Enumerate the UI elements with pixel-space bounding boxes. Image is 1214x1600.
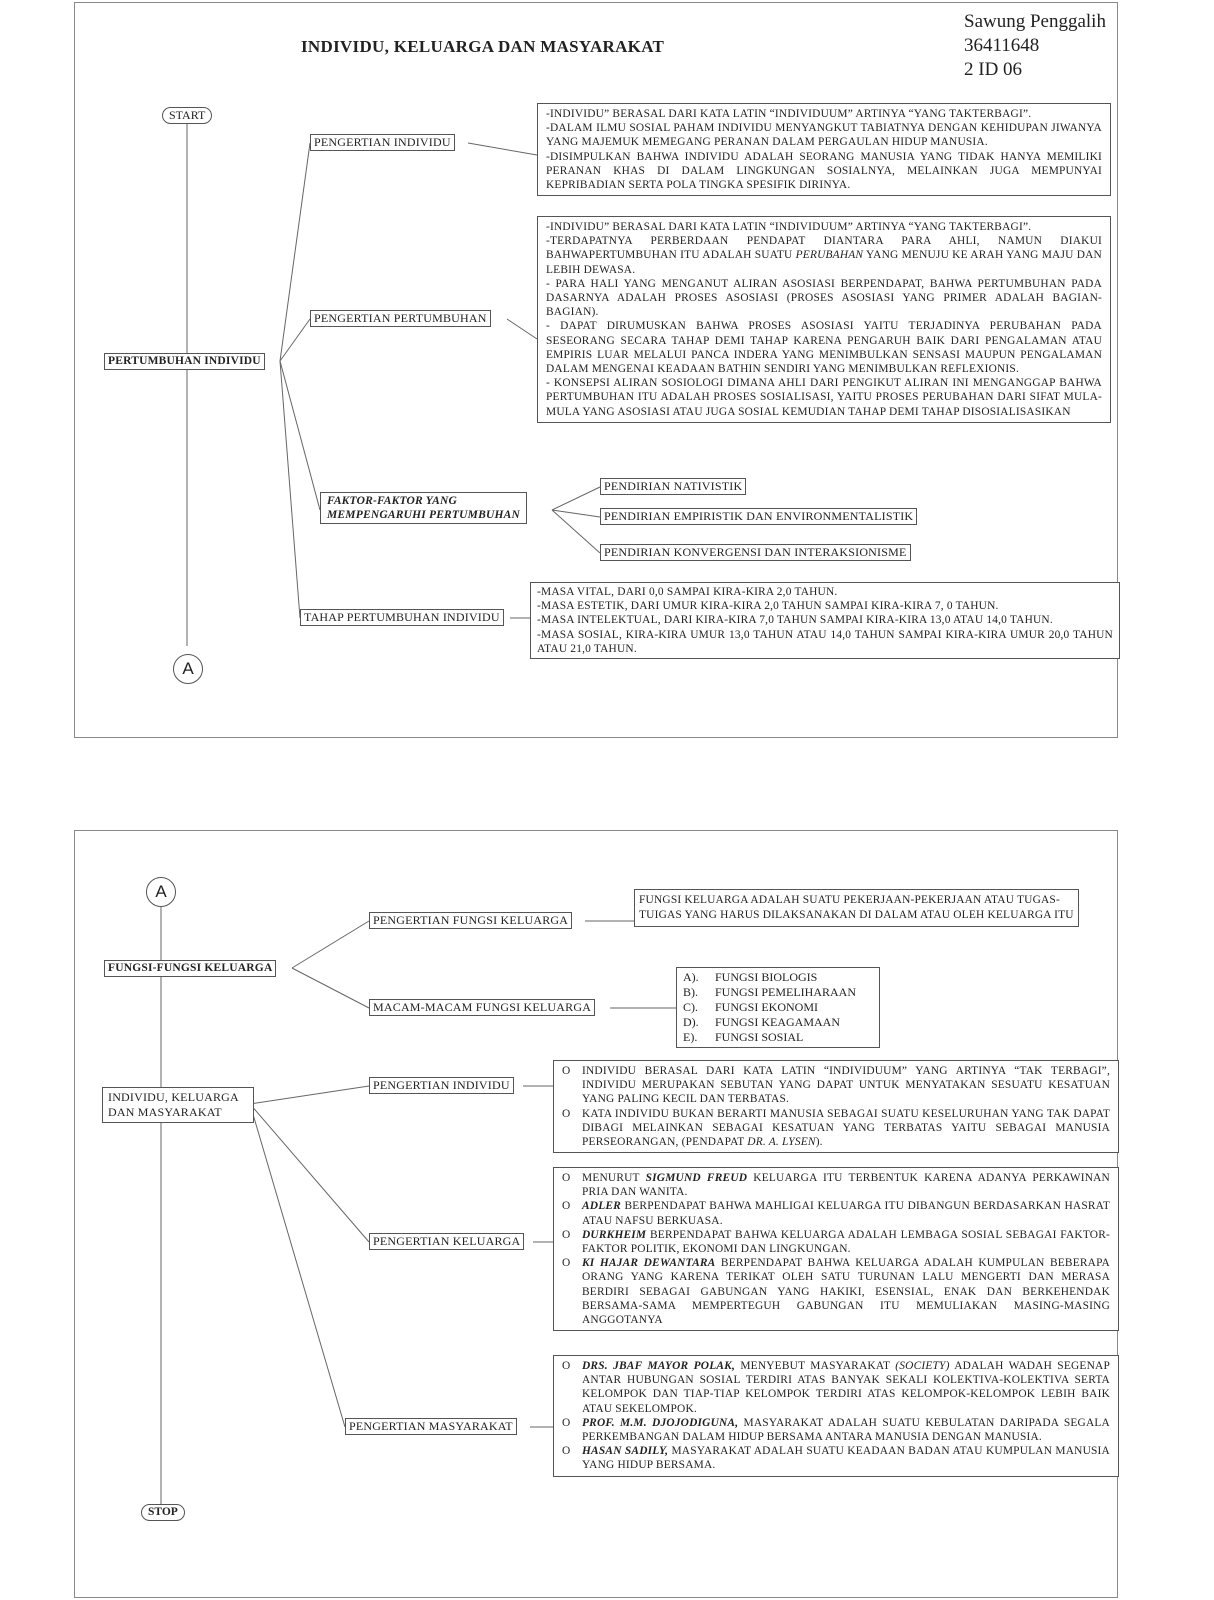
faktor-item-nativistik: PENDIRIAN NATIVISTIK	[600, 478, 746, 495]
branch-macam-fungsi-keluarga: MACAM-MACAM FUNGSI KELUARGA	[369, 999, 595, 1016]
branch-pengertian-pertumbuhan: PENGERTIAN PERTUMBUHAN	[310, 310, 491, 327]
text-line: -INDIVIDU” BERASAL DARI KATA LATIN “INDIVIDUUM” ARTINYA “YANG TAKTERBAGI”.	[546, 221, 1032, 233]
branch-pengertian-individu: PENGERTIAN INDIVIDU	[310, 134, 455, 151]
bullet-item: O INDIVIDU BERASAL DARI KATA LATIN “INDIVIDUUM” YANG ARTINYA “TAK TERBAGI”, INDIVIDU MERUPAKAN SEBUTAN YANG DAPAT UNTUK MENYATAKAN SESUATU KESATUAN YANG PALING KECIL DAN TERBATAS.	[562, 1065, 1110, 1106]
text-line: -MASA INTELEKTUAL, DARI KIRA-KIRA 7,0 TAHUN SAMPAI KIRA-KIRA 13,0 ATAU 14,0 TAHUN.	[537, 614, 1053, 627]
page-title: INDIVIDU, KELUARGA DAN MASYARAKAT	[301, 37, 665, 56]
branch-pengertian-individu-2: PENGERTIAN INDIVIDU	[369, 1077, 514, 1094]
bullet-item: O DURKHEIM BERPENDAPAT BAHWA KELUARGA ADALAH LEMBAGA SOSIAL SEBAGAI FAKTOR-FAKTOR POLITIK, EKONOMI DAN LINGKUNGAN.	[562, 1228, 1110, 1256]
text-line: -MASA ESTETIK, DARI UMUR KIRA-KIRA 2,0 TAHUN SAMPAI KIRA-KIRA 7, 0 TAHUN.	[537, 600, 999, 613]
text-line: - PARA HALI YANG MENGANUT ALIRAN ASOSIASI BERPENDAPAT, BAHWA PERTUMBUHAN PADA DASARNYA ADALAH PROSES ASOSIASI (PROSES ASOSIASI YANG PRIMER ADALAH BAGIAN-BAGIAN).	[546, 277, 1102, 319]
faktor-item-empiristik: PENDIRIAN EMPIRISTIK DAN ENVIRONMENTALISTIK	[600, 508, 917, 525]
list-macam-fungsi	[676, 967, 880, 1048]
list-item: B). FUNGSI PEMELIHARAAN	[683, 985, 857, 999]
connector-a-top: A	[146, 877, 176, 907]
box-pengertian-pertumbuhan	[537, 216, 1111, 423]
text-line: -INDIVIDU” BERASAL DARI KATA LATIN “INDIVIDUUM” ARTINYA “YANG TAKTERBAGI”.	[546, 108, 1032, 120]
root-fungsi-keluarga: FUNGSI-FUNGSI KELUARGA	[104, 960, 276, 977]
text-line: - KONSEPSI ALIRAN SOSIOLOGI DIMANA AHLI DARI PENGIKUT ALIRAN INI MENGANGGAP BAHWA PERTUMBUHAN ITU ADALAH PROSES SOSIALISASI, YAITU PROSES PERUBAHAN DARI SIFAT MULA-MULA YANG ASOSIASI ATAU JUGA SOSIAL KEMUDIAN TAHAP DEMI TAHAP DISOSIALISASIKAN	[546, 377, 1102, 418]
box-pengertian-masyarakat	[553, 1355, 1119, 1477]
faktor-item-konvergensi: PENDIRIAN KONVERGENSI DAN INTERAKSIONISME	[600, 544, 911, 561]
start-node: START	[162, 107, 212, 124]
text-line: -DALAM ILMU SOSIAL PAHAM INDIVIDU MENYANGKUT TABIATNYA DENGAN KEHIDUPAN JIWANYA YANG MAJEMUK MEMEGANG PERANAN DALAM PERGAULAN HIDUP MANUSIA.	[546, 122, 1102, 149]
root-pertumbuhan-individu: PERTUMBUHAN INDIVIDU	[104, 353, 265, 370]
stop-node: STOP	[141, 1504, 185, 1521]
box-pengertian-individu-2	[553, 1060, 1119, 1153]
text-line: - DAPAT DIRUMUSKAN BAHWA PROSES ASOSIASI YAITU TERJADINYA PERUBAHAN PADA SESEORANG SECARA TAHAP DEMI TAHAP KARENA PENGARUH BAIK DARI PENGALAMAN ATAU EMPIRIS LUAR MELALUI PANCA INDERA YANG MENIMBULKAN SENSASI MAUPUN PENGALAMAN DALAM MENGENAI KEADAAN BATHIN SENDIRI YANG MENIMBULKAN REFLEXIONIS.	[546, 320, 1102, 376]
bullet-item: O ADLER BERPENDAPAT BAHWA MAHLIGAI KELUARGA ITU DIBANGUN BERDASARKAN HASRAT ATAU NAFSU BERKUASA.	[562, 1200, 1110, 1227]
branch-faktor-pertumbuhan: FAKTOR-FAKTOR YANG MEMPENGARUHI PERTUMBUHAN	[320, 492, 527, 524]
list-item: A). FUNGSI BIOLOGIS	[683, 970, 818, 984]
box-pengertian-keluarga	[553, 1167, 1119, 1331]
root-individu-keluarga-masyarakat: INDIVIDU, KELUARGA DAN MASYARAKAT	[102, 1087, 254, 1123]
box-pengertian-fungsi-keluarga: FUNGSI KELUARGA ADALAH SUATU PEKERJAAN-PEKERJAAN ATAU TUGAS-TUIGAS YANG HARUS DILAKSANAKAN DI DALAM ATAU OLEH KELUARGA ITU	[634, 889, 1079, 927]
text-line: -DISIMPULKAN BAHWA INDIVIDU ADALAH SEORANG MANUSIA YANG TIDAK HANYA MEMILIKI PERANAN KHAS DI DALAM LINGKUNGAN SOSIALNYA, MELAINKAN JUGA MEMPUNYAI KEPRIBADIAN SERTA POLA TINGKA SPESIFIK DIRINYA.	[546, 150, 1102, 192]
bullet-item: O DRS. JBAF MAYOR POLAK, MENYEBUT MASYARAKAT (SOCIETY) ADALAH WADAH SEGENAP ANTAR HUBUNGAN SOSIAL TERDIRI ATAS BANYAK SEKALI KOLEKTIVA-KOLEKTIVA SERTA KELOMPOK DAN TIAP-TIAP KELOMPOK TERDIRI ATAS KELOMPOK-KELOMPOK LEBIH BAIK ATAU SEKELOMPOK.	[562, 1360, 1110, 1415]
author-name: Sawung Penggalih	[964, 11, 1106, 32]
text-line: -MASA SOSIAL, KIRA-KIRA UMUR 13,0 TAHUN ATAU 14,0 TAHUN SAMPAI KIRA-KIRA UMUR 20,0 TAHUN ATAU 21,0 TAHUN.	[537, 628, 1113, 655]
author-class: 2 ID 06	[964, 59, 1023, 80]
list-item: E). FUNGSI SOSIAL	[683, 1030, 804, 1044]
bullet-item: O KATA INDIVIDU BUKAN BERARTI MANUSIA SEBAGAI SUATU KESELURUHAN YANG TAK DAPAT DIBAGI MELAINKAN SEBAGAI KESATUAN YANG TERBATAS YAITU SEBAGAI MANUSIA PERSEORANGAN, (PENDAPAT DR. A. LYSEN).	[562, 1107, 1110, 1149]
list-item: C). FUNGSI EKONOMI	[683, 1000, 819, 1014]
branch-pengertian-fungsi-keluarga: PENGERTIAN FUNGSI KELUARGA	[369, 912, 572, 929]
connector-a-bottom: A	[173, 654, 203, 684]
branch-pengertian-masyarakat: PENGERTIAN MASYARAKAT	[345, 1418, 517, 1435]
text-line: -TERDAPATNYA PERBERDAAN PENDAPAT DIANTARA PARA AHLI, NAMUN DIAKUI BAHWAPERTUMBUHAN ITU ADALAH SUATU PERUBAHAN YANG MENUJU KE ARAH YANG MAJU DAN LEBIH DEWASA.	[546, 235, 1102, 276]
list-item: D). FUNGSI KEAGAMAAN	[683, 1015, 841, 1029]
text-line: -MASA VITAL, DARI 0,0 SAMPAI KIRA-KIRA 2,0 TAHUN.	[537, 586, 838, 598]
branch-pengertian-keluarga: PENGERTIAN KELUARGA	[369, 1233, 524, 1250]
box-tahap-pertumbuhan	[530, 582, 1120, 659]
box-pengertian-individu	[537, 103, 1111, 196]
branch-tahap-pertumbuhan: TAHAP PERTUMBUHAN INDIVIDU	[300, 609, 504, 626]
bullet-item: O MENURUT SIGMUND FREUD KELUARGA ITU TERBENTUK KARENA ADANYA PERKAWINAN PRIA DAN WANITA.	[562, 1172, 1110, 1199]
bullet-item: O PROF. M.M. DJOJODIGUNA, MASYARAKAT ADALAH SUATU KEBULATAN DARIPADA SEGALA PERKEMBANGAN DALAM HIDUP BERSAMA ANTARA MANUSIA DENGAN MANUSIA.	[562, 1416, 1110, 1444]
author-npm: 36411648	[964, 35, 1040, 56]
bullet-item: O KI HAJAR DEWANTARA BERPENDAPAT BAHWA KELUARGA ADALAH KUMPULAN BEBERAPA ORANG YANG KARENA TERIKAT OLEH SATU TURUNAN LALU MENGERTI DAN MERASA BERDIRI SEBAGAI GABUNGAN YANG HAKIKI, ESENSIAL, ENAK DAN BERKEHENDAK BERSAMA-SAMA MEMPERTEGUH GABUNGAN ITU MEMULIAKAN MASING-MASING ANGGOTANYA	[562, 1257, 1110, 1327]
bullet-item: O HASAN SADILY, MASYARAKAT ADALAH SUATU KEADAAN BADAN ATAU KUMPULAN MANUSIA YANG HIDUP BERSAMA.	[562, 1445, 1110, 1472]
